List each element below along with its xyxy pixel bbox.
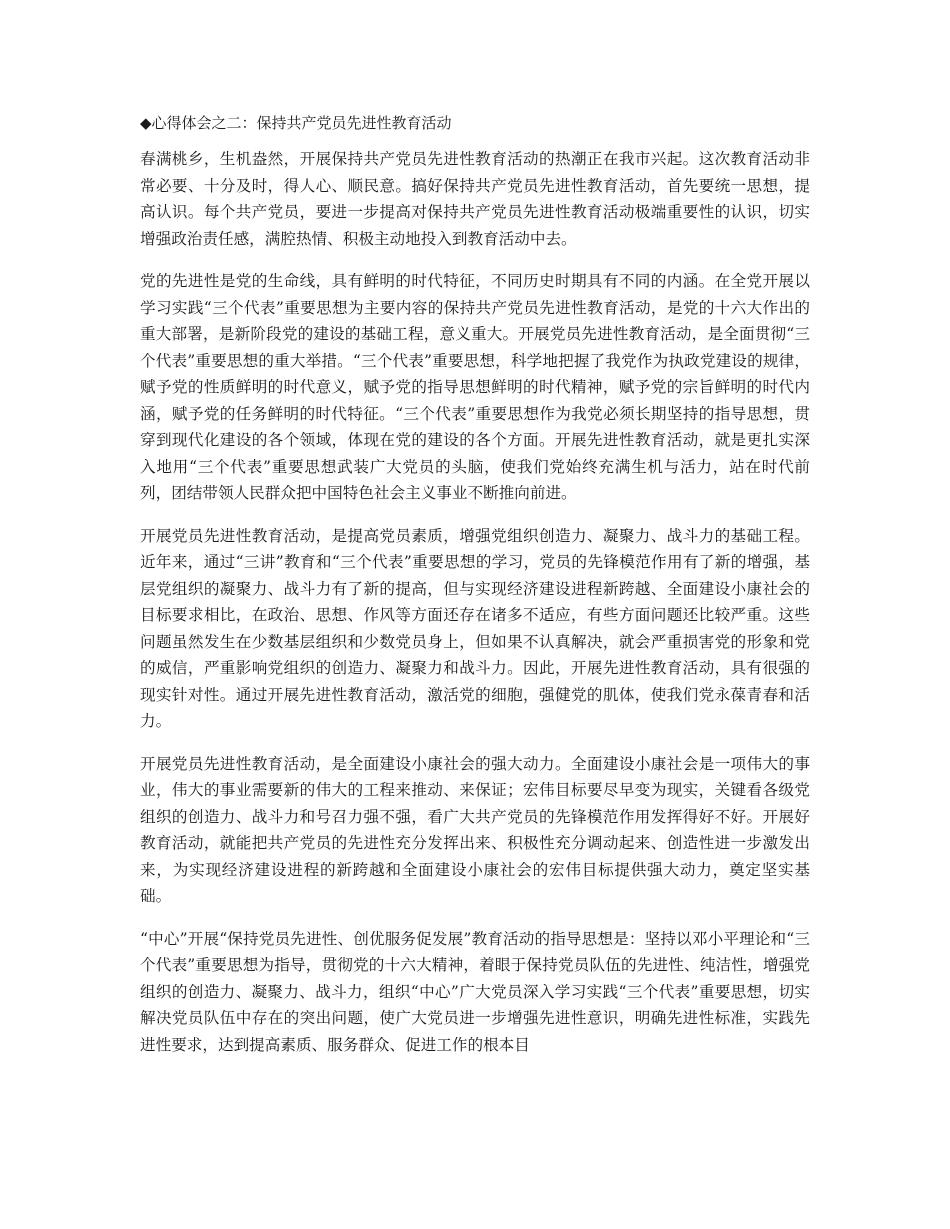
document-page bbox=[140, 110, 810, 1058]
paragraph: 开展党员先进性教育活动，是提高党员素质，增强党组织创造力、凝聚力、战斗力的基础工程。近年来，通过“三讲”教育和“三个代表”重要思想的学习，党员的先锋模范作用有了新的增强，基层党组织的凝聚力、战斗力有了新的提高，但与实现经济建设进程新跨越、全面建设小康社会的目标要求相比，在政治、思想、作风等方面还存在诸多不适应，有些方面问题还比较严重。这些问题虽然发生在少数基层组织和少数党员身上，但如果不认真解决，就会严重损害党的形象和党的威信，严重影响党组织的创造力、凝聚力和战斗力。因此，开展先进性教育活动，具有很强的现实针对性。通过开展先进性教育活动，激活党的细胞，强健党的肌体，使我们党永葆青春和活力。 bbox=[140, 526, 810, 730]
paragraph: 开展党员先进性教育活动，是全面建设小康社会的强大动力。全面建设小康社会是一项伟大的事业，伟大的事业需要新的伟大的工程来推动、来保证；宏伟目标要尽早变为现实，关键看各级党组织的创造力、战斗力和号召力强不强，看广大共产党员的先锋模范作用发挥得好不好。开展好教育活动，就能把共产党员的先进性充分发挥出来、积极性充分调动起来、创造性进一步激发出来，为实现经济建设进程的新跨越和全面建设小康社会的宏伟目标提供强大动力，奠定坚实基础。 bbox=[140, 754, 810, 905]
paragraph: “中心”开展“保持党员先进性、创优服务促发展”教育活动的指导思想是：坚持以邓小平理论和“三个代表”重要思想为指导，贯彻党的十六大精神，着眼于保持党员队伍的先进性、纯洁性，增强党组织的创造力、凝聚力、战斗力，组织“中心”广大党员深入学习实践“三个代表”重要思想，切实解决党员队伍中存在的突出问题，使广大党员进一步增强先进性意识，明确先进性标准，实践先进性要求，达到提高素质、服务群众、促进工作的根本目 bbox=[140, 929, 810, 1054]
document-heading: ◆心得体会之二：保持共产党员先进性教育活动 bbox=[140, 114, 452, 132]
paragraph: 党的先进性是党的生命线，具有鲜明的时代特征，不同历史时期具有不同的内涵。在全党开展以学习实践“三个代表”重要思想为主要内容的保持共产党员先进性教育活动，是党的十六大作出的重大部署，是新阶段党的建设的基础工程，意义重大。开展党员先进性教育活动，是全面贯彻“三个代表”重要思想的重大举措。“三个代表”重要思想，科学地把握了我党作为执政党建设的规律，赋予党的性质鲜明的时代意义，赋予党的指导思想鲜明的时代精神，赋予党的宗旨鲜明的时代内涵，赋予党的任务鲜明的时代特征。“三个代表”重要思想作为我党必须长期坚持的指导思想，贯穿到现代化建设的各个领域，体现在党的建设的各个方面。开展先进性教育活动，就是更扎实深入地用“三个代表”重要思想武装广大党员的头脑，使我们党始终充满生机与活力，站在时代前列，团结带领人民群众把中国特色社会主义事业不断推向前进。 bbox=[140, 272, 810, 502]
paragraph: 春满桃乡，生机盎然，开展保持共产党员先进性教育活动的热潮正在我市兴起。这次教育活动非常必要、十分及时，得人心、顺民意。搞好保持共产党员先进性教育活动，首先要统一思想，提高认识。每个共产党员，要进一步提高对保持共产党员先进性教育活动极端重要性的认识，切实增强政治责任感，满腔热情、积极主动地投入到教育活动中去。 bbox=[140, 150, 810, 248]
